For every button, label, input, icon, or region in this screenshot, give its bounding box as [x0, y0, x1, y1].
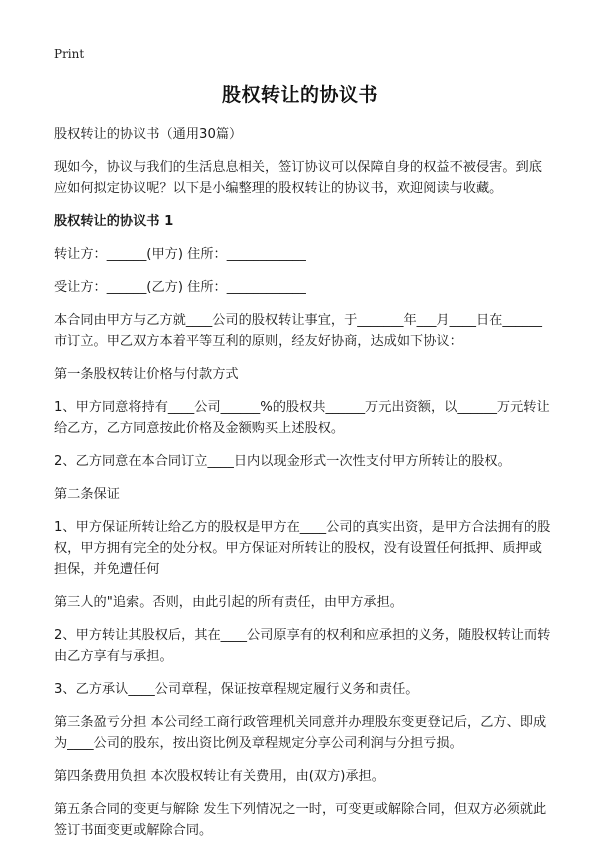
article-4-paragraph: 第四条费用负担 本次股权转让有关费用，由(双方)承担。 — [54, 769, 385, 784]
article-2-clause-3: 3、乙方承认____公司章程，保证按章程规定履行义务和责任。 — [54, 682, 419, 697]
article-1-clause-1: 1、甲方同意将持有____公司______%的股权共______万元出资额，以______万元转让给乙方，乙方同意按此价格及金额购买上述股权。 — [54, 400, 550, 436]
document-body — [54, 124, 554, 853]
section-heading: 股权转让的协议书 1 — [54, 214, 174, 229]
article-2-clause-2: 2、甲方转让其股权后，其在____公司原享有的权利和应承担的义务，随股权转让而转由乙方享有与承担。 — [54, 628, 551, 664]
page-title: 股权转让的协议书 — [221, 84, 378, 106]
intro-paragraph: 现如今，协议与我们的生活息息相关，签订协议可以保障自身的权益不被侵害。到底应如何拟定协议呢？以下是小编整理的股权转让的协议书，欢迎阅读与收藏。 — [54, 160, 542, 196]
print-link[interactable]: Print — [54, 47, 85, 61]
article-2-clause-1-cont: 第三人的"追索。否则，由此引起的所有责任，由甲方承担。 — [54, 595, 403, 610]
document-subtitle: 股权转让的协议书（通用30篇） — [54, 127, 243, 142]
transferor-line: 转让方：______(甲方) 住所：____________ — [54, 247, 306, 262]
article-1-clause-2: 2、乙方同意在本合同订立____日内以现金形式一次性支付甲方所转让的股权。 — [54, 454, 511, 469]
contract-preamble: 本合同由甲方与乙方就____公司的股权转让事宜，于_______年___月____日在______市订立。甲乙双方本着平等互利的原则，经友好协商，达成如下协议： — [54, 313, 542, 349]
article-2-clause-1: 1、甲方保证所转让给乙方的股权是甲方在____公司的真实出资，是甲方合法拥有的股权，甲方拥有完全的处分权。甲方保证对所转让的股权，没有设置任何抵押、质押或担保，并免遭任何 — [54, 520, 551, 577]
article-1-heading: 第一条股权转让价格与付款方式 — [54, 367, 239, 382]
transferee-line: 受让方：______(乙方) 住所：____________ — [54, 280, 306, 295]
article-5-paragraph: 第五条合同的变更与解除 发生下列情况之一时，可变更或解除合同，但双方必须就此签订书面变更或解除合同。 — [54, 802, 547, 838]
article-2-heading: 第二条保证 — [54, 487, 120, 502]
article-3-paragraph: 第三条盈亏分担 本公司经工商行政管理机关同意并办理股东变更登记后，乙方、即成为____公司的股东，按出资比例及章程规定分享公司利润与分担亏损。 — [54, 715, 547, 751]
